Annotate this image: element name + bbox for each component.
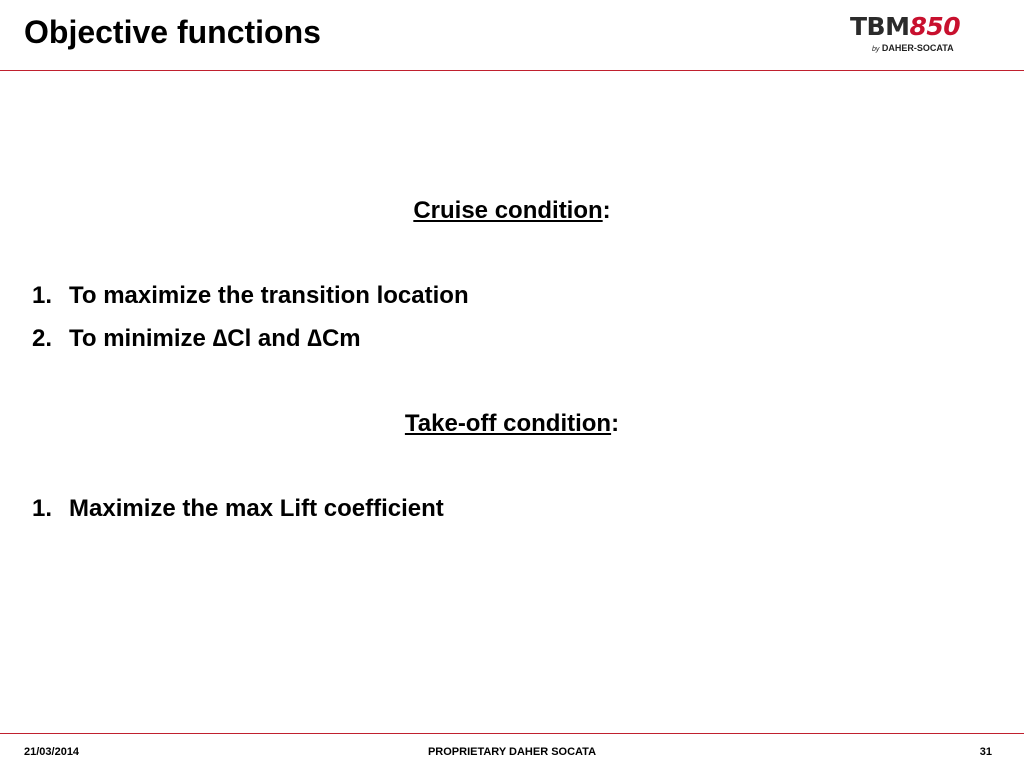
list-item-number: 1.	[32, 495, 53, 522]
logo-mark-primary: TBM	[850, 12, 910, 41]
footer-confidentiality: PROPRIETARY DAHER SOCATA	[427, 746, 597, 758]
list-item-number: 2.	[32, 325, 53, 352]
logo-brand: DAHER-SOCATA	[881, 43, 954, 53]
logo-mark	[850, 14, 990, 40]
list-item	[32, 494, 444, 537]
section-heading-takeoff	[0, 409, 1024, 439]
logo-by: by	[872, 46, 880, 53]
cruise-objectives-list	[32, 281, 469, 367]
logo-byline	[872, 42, 954, 56]
section-heading-takeoff-label: Take-off condition	[404, 410, 612, 437]
list-item-number: 1.	[32, 282, 53, 309]
page-number: 31	[979, 746, 992, 758]
list-item-text: To maximize the transition location	[69, 282, 469, 309]
takeoff-objectives-list	[32, 494, 444, 537]
logo-mark-number: 850	[909, 12, 961, 41]
section-heading-takeoff-colon: :	[611, 410, 620, 437]
list-item	[32, 281, 469, 324]
footer-date: 21/03/2014	[24, 746, 80, 758]
section-heading-cruise-colon: :	[602, 197, 611, 224]
footer-divider	[0, 733, 1024, 734]
tbm850-logo	[850, 14, 990, 60]
section-heading-cruise	[0, 196, 1024, 226]
list-item-text: To minimize ∆Cl and ∆Cm	[69, 325, 361, 352]
section-heading-cruise-label: Cruise condition	[413, 197, 603, 224]
list-item	[32, 324, 469, 367]
header-divider	[0, 70, 1024, 71]
list-item-text: Maximize the max Lift coefficient	[69, 495, 444, 522]
slide-title: Objective functions	[24, 14, 321, 50]
